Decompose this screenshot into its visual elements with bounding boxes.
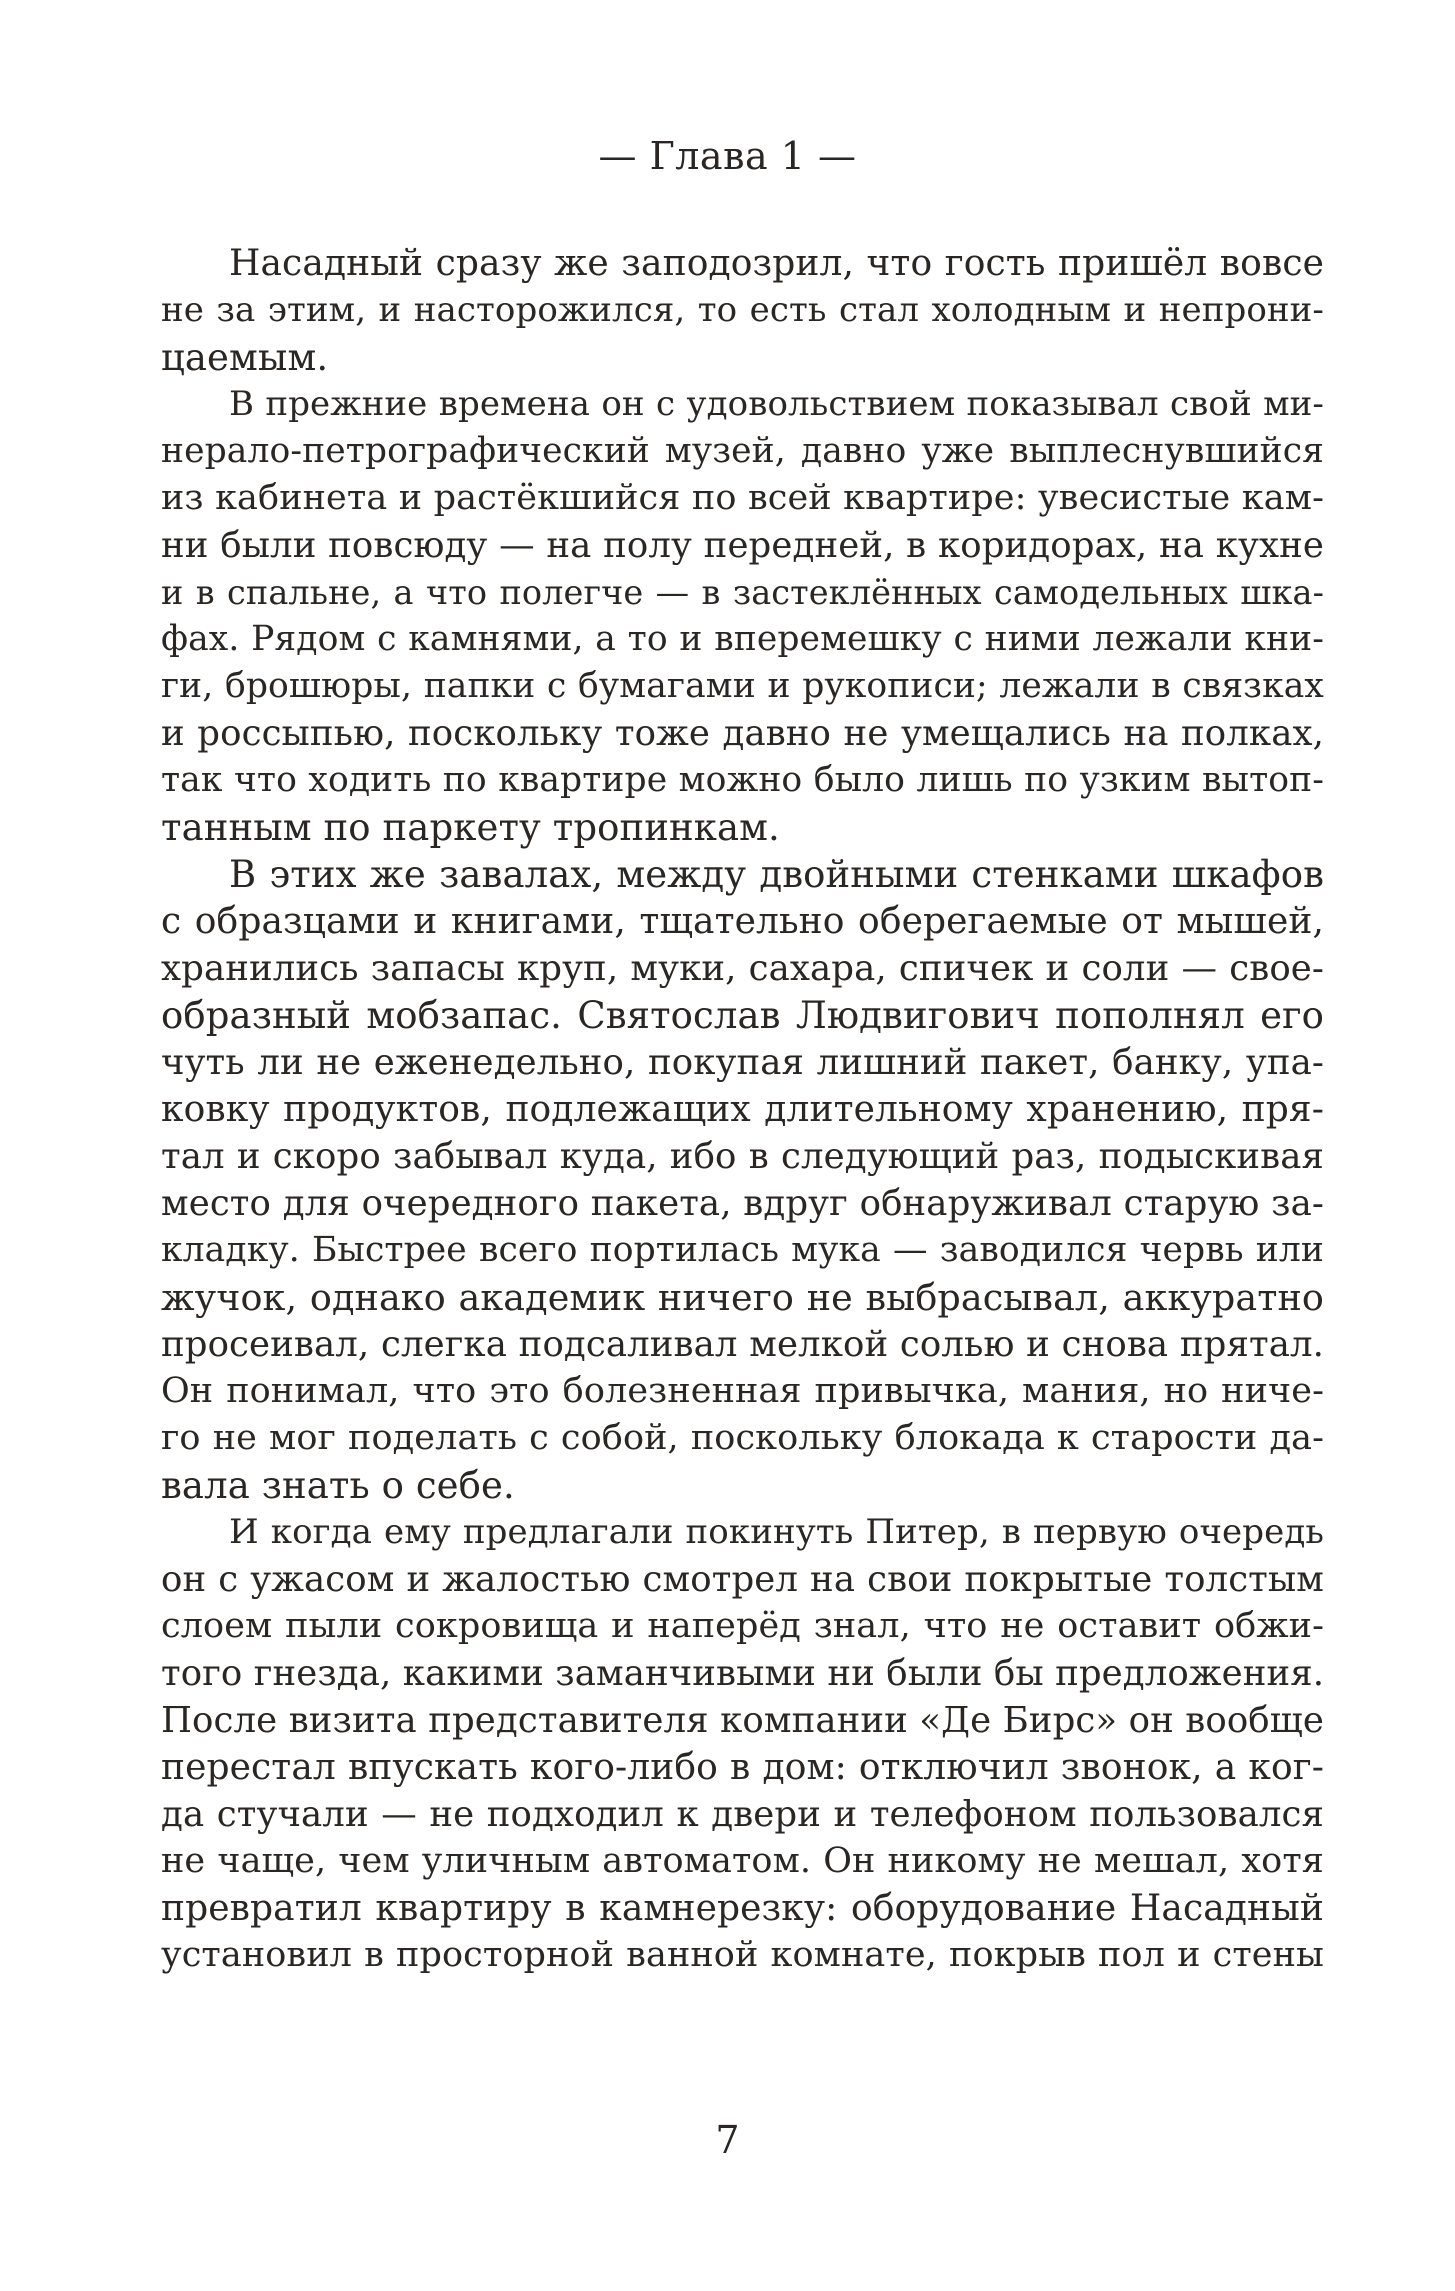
text-line: вала знать о себе.	[161, 1464, 515, 1507]
text-line: тал и скоро забывал куда, ибо в следующий раз, подыскивая	[161, 1136, 1324, 1177]
text-line: из кабинета и растёкшийся по всей квартире: увесистые кам-	[161, 478, 1324, 518]
text-line: превратил квартиру в камнерезку: оборудование Насадный	[161, 1888, 1324, 1929]
text-line: место для очередного пакета, вдруг обнаруживал старую за-	[161, 1183, 1324, 1224]
text-line: танным по паркету тропинкам.	[161, 806, 780, 849]
text-line: да стучали — не подходил к двери и телефоном пользовался	[161, 1794, 1324, 1835]
text-line: просеивал, слегка подсаливал мелкой солью и снова прятал.	[161, 1324, 1324, 1365]
text-line: ни были повсюду — на полу передней, в коридорах, на кухне	[161, 525, 1324, 566]
text-line: слоем пыли сокровища и наперёд знал, что не оставит обжи-	[161, 1606, 1324, 1646]
text-line: го не мог поделать с собой, поскольку блокада к старости да-	[161, 1418, 1324, 1458]
text-line: После визита представителя компании «Де Бирс» он вообще	[161, 1700, 1324, 1741]
text-line: Он понимал, что это болезненная привычка, мания, но ниче-	[161, 1371, 1324, 1411]
text-line: установил в просторной ванной комнате, покрыв пол и стены	[161, 1935, 1324, 1975]
page-number: 7	[715, 2118, 740, 2162]
text-line: и россыпью, поскольку тоже давно не умещались на полках,	[161, 713, 1324, 754]
text-line: И когда ему предлагали покинуть Питер, в первую очередь	[229, 1512, 1324, 1552]
text-line: образный мобзапас. Святослав Людвигович пополнял его	[161, 994, 1324, 1037]
text-line: хранились запасы круп, муки, сахара, спичек и соли — свое-	[161, 948, 1324, 989]
text-line: цаемым.	[161, 336, 329, 379]
text-line: жучок, однако академик ничего не выбрасывал, аккуратно	[161, 1276, 1324, 1319]
text-line: и в спальне, а что полегче — в застеклённых самодельных шка-	[161, 573, 1324, 612]
running-head: — Глава 1 —	[598, 134, 857, 178]
text-line: с образцами и книгами, тщательно оберегаемые от мышей,	[161, 901, 1324, 942]
text-line: фах. Рядом с камнями, а то и вперемешку с ними лежали кни-	[161, 619, 1324, 659]
text-line: не за этим, и насторожился, то есть стал холодным и непрони-	[161, 290, 1324, 330]
text-line: того гнезда, какими заманчивыми ни были бы предложения.	[161, 1653, 1325, 1694]
text-line: ги, брошюры, папки с бумагами и рукописи; лежали в связках	[161, 666, 1324, 706]
text-line: чуть ли не еженедельно, покупая лишний пакет, банку, упа-	[161, 1042, 1324, 1083]
text-line: В этих же завалах, между двойными стенками шкафов	[229, 853, 1324, 896]
text-line: так что ходить по квартире можно было лишь по узким вытоп-	[161, 760, 1324, 800]
text-line: кладку. Быстрее всего портилась мука — заводился червь или	[161, 1230, 1324, 1270]
text-line: он с ужасом и жалостью смотрел на свои покрытые толстым	[161, 1559, 1324, 1600]
text-line: ковку продуктов, подлежащих длительному хранению, пря-	[161, 1089, 1324, 1130]
text-line: нерало-петрографический музей, давно уже выплеснувшийся	[161, 431, 1324, 471]
text-line: перестал впускать кого-либо в дом: отключил звонок, а ког-	[161, 1747, 1324, 1788]
text-line: В прежние времена он с удовольствием показывал свой ми-	[229, 384, 1324, 424]
text-line: Насадный сразу же заподозрил, что гость пришёл вовсе	[229, 243, 1324, 284]
text-line: не чаще, чем уличным автоматом. Он никому не мешал, хотя	[161, 1841, 1324, 1881]
body-text	[161, 240, 1324, 1979]
